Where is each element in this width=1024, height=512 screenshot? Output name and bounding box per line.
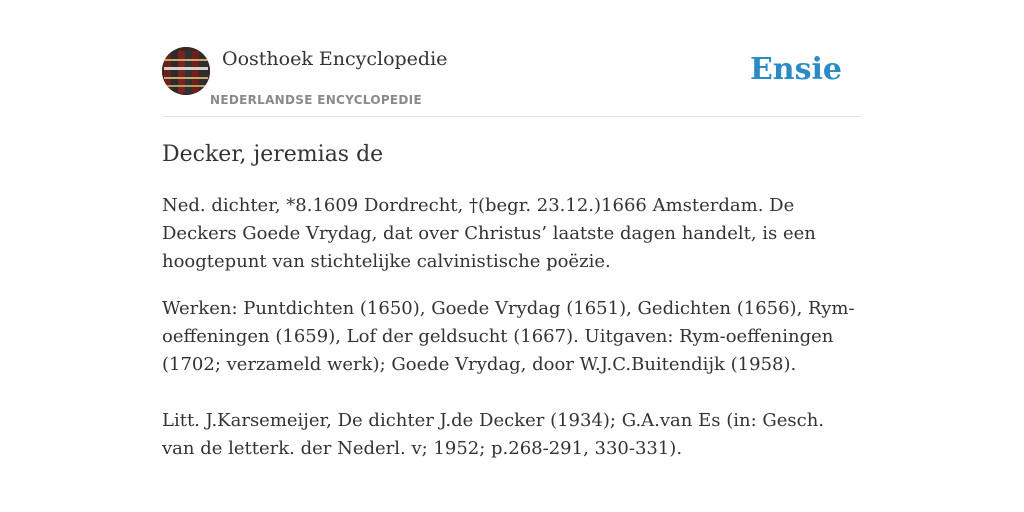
site-tagline: NEDERLANDSE ENCYCLOPEDIE xyxy=(210,93,422,107)
article-paragraph-works: Werken: Puntdichten (1650), Goede Vrydag (1651), Gedichten (1656), Rym-oeffeningen (1659), Lof der geldsucht (1667). Uitgaven: Rym-oeffeningen (1702; verzameld werk); Goede Vrydag, door W.J.C.Buitendijk (1958). xyxy=(162,298,855,375)
encyclopedia-books-icon[interactable] xyxy=(162,47,210,95)
site-name[interactable]: Oosthoek Encyclopedie xyxy=(222,48,448,70)
site-header xyxy=(162,46,862,117)
article-paragraph-literature: Litt. J.Karsemeijer, De dichter J.de Decker (1934); G.A.van Es (in: Gesch. van de letterk. der Nederl. v; 1952; p.268-291, 330-331). xyxy=(162,410,825,459)
ensie-logo[interactable]: Ensie xyxy=(749,52,842,87)
article-paragraph-definition: Ned. dichter, *8.1609 Dordrecht, †(begr. 23.12.)1666 Amsterdam. De Deckers Goede Vrydag, dat over Christus’ laatste dagen handelt, is een hoogtepunt van stichtelijke calvinistische poëzie. xyxy=(162,195,816,272)
page-title: Decker, jeremias de xyxy=(162,142,384,167)
